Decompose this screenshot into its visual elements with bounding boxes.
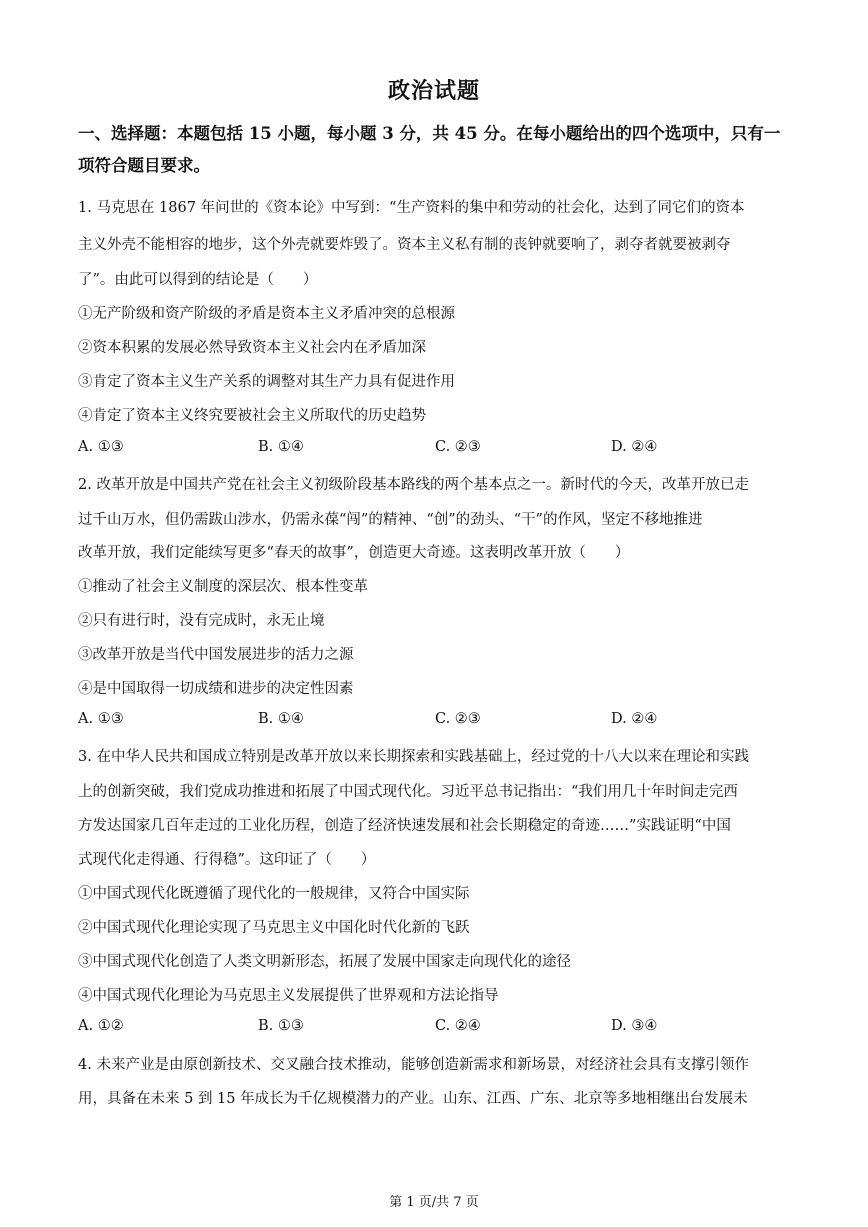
- answer-options: [78, 439, 792, 459]
- question-text-line: 3. 在中华人民共和国成立特别是改革开放以来长期探索和实践基础上，经过党的十八大以来在理论和实践: [78, 749, 749, 765]
- option-d: D. ③④: [611, 1018, 658, 1034]
- statement: ②中国式现代化理论实现了马克思主义中国化时代化新的飞跃: [78, 920, 470, 936]
- option-c: C. ②③: [435, 439, 481, 455]
- option-a: A. ①③: [78, 711, 124, 727]
- option-c: C. ②④: [435, 1018, 481, 1034]
- option-d: D. ②④: [611, 439, 658, 455]
- statement: ③改革开放是当代中国发展进步的活力之源: [78, 647, 354, 663]
- question-text-line: 过千山万水，但仍需跋山涉水，仍需永葆“闯”的精神、“创”的劲头、“干”的作风，坚定不移地推进: [78, 512, 703, 528]
- statement: ①无产阶级和资产阶级的矛盾是资本主义矛盾冲突的总根源: [78, 306, 455, 322]
- page-footer: 第 1 页/共 7 页: [389, 1195, 479, 1210]
- question-text-line: 4. 未来产业是由原创新技术、交叉融合技术推动，能够创造新需求和新场景，对经济社会具有支撑引领作: [78, 1057, 749, 1073]
- statement: ②资本积累的发展必然导致资本主义社会内在矛盾加深: [78, 340, 426, 356]
- statement: ①推动了社会主义制度的深层次、根本性变革: [78, 579, 368, 595]
- option-d: D. ②④: [611, 711, 658, 727]
- option-b: B. ①④: [258, 711, 304, 727]
- question-text-line: 改革开放，我们定能续写更多“春天的故事”，创造更大奇迹。这表明改革开放（ ）: [78, 545, 630, 561]
- question-text-line: 2. 改革开放是中国共产党在社会主义初级阶段基本路线的两个基本点之一。新时代的今天，改革开放已走: [78, 477, 749, 493]
- statement: ①中国式现代化既遵循了现代化的一般规律，又符合中国实际: [78, 886, 470, 902]
- question-text-line: 方发达国家几百年走过的工业化历程，创造了经济快速发展和社会长期稳定的奇迹……”实践证明“中国: [78, 818, 731, 834]
- option-c: C. ②③: [435, 711, 481, 727]
- question-text-line: 1. 马克思在 1867 年问世的《资本论》中写到：“生产资料的集中和劳动的社会化，达到了同它们的资本: [78, 200, 745, 216]
- answer-options: [78, 711, 792, 731]
- question-text-line: 上的创新突破，我们党成功推进和拓展了中国式现代化。习近平总书记指出：“我们用几十年时间走完西: [78, 784, 738, 800]
- question-text-line: 了”。由此可以得到的结论是（ ）: [78, 272, 318, 288]
- question-text-line: 用，具备在未来 5 到 15 年成长为千亿规模潜力的产业。山东、江西、广东、北京等多地相继出台发展未: [78, 1091, 748, 1107]
- statement: ④中国式现代化理论为马克思主义发展提供了世界观和方法论指导: [78, 988, 499, 1004]
- option-b: B. ①④: [258, 439, 304, 455]
- question-text-line: 式现代化走得通、行得稳”。这印证了（ ）: [78, 852, 376, 868]
- option-a: A. ①②: [78, 1018, 124, 1034]
- option-b: B. ①③: [258, 1018, 304, 1034]
- option-a: A. ①③: [78, 439, 124, 455]
- statement: ③中国式现代化创造了人类文明新形态，拓展了发展中国家走向现代化的途径: [78, 954, 571, 970]
- statement: ④是中国取得一切成绩和进步的决定性因素: [78, 681, 354, 697]
- page-title: 政治试题: [387, 78, 480, 104]
- question-text-line: 主义外壳不能相容的地步，这个外壳就要炸毁了。资本主义私有制的丧钟就要响了，剥夺者就要被剥夺: [78, 237, 731, 253]
- answer-options: [78, 1018, 792, 1038]
- statement: ④肯定了资本主义终究要被社会主义所取代的历史趋势: [78, 408, 426, 424]
- section-heading: 一、选择题：本题包括 15 小题，每小题 3 分，共 45 分。在每小题给出的四个选项中，只有一项符合题目要求。: [78, 124, 781, 175]
- statement: ③肯定了资本主义生产关系的调整对其生产力具有促进作用: [78, 374, 455, 390]
- statement: ②只有进行时，没有完成时，永无止境: [78, 613, 325, 629]
